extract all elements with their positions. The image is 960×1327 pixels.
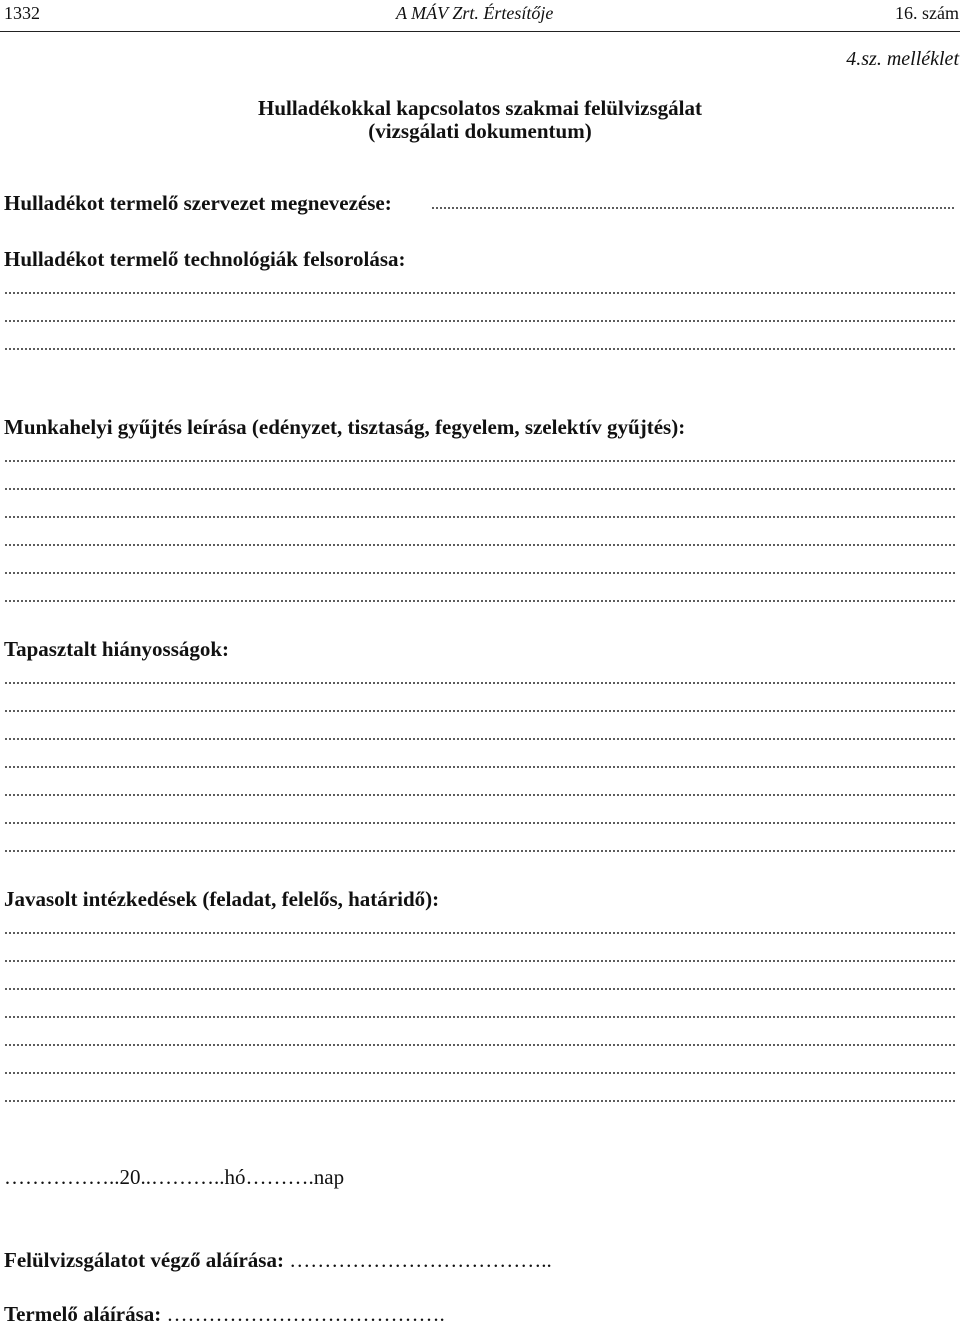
- measures-fill-line[interactable]: [4, 1016, 956, 1018]
- organization-fill-line[interactable]: [431, 207, 956, 209]
- reviewer-signature-blank[interactable]: ………………………………..: [289, 1248, 552, 1272]
- collection-fill-line[interactable]: [4, 544, 956, 546]
- measures-fill-line[interactable]: [4, 1100, 956, 1102]
- producer-signature-label: Termelő aláírása:: [4, 1302, 162, 1326]
- collection-fill-line[interactable]: [4, 600, 956, 602]
- measures-fill-line[interactable]: [4, 932, 956, 934]
- technologies-fill-line[interactable]: [4, 348, 956, 350]
- document-subtitle: (vizsgálati dokumentum): [368, 119, 592, 143]
- organization-label: Hulladékot termelő szervezet megnevezése:: [4, 191, 392, 215]
- measures-fill-line[interactable]: [4, 960, 956, 962]
- technologies-label: Hulladékot termelő technológiák felsorolása:: [4, 247, 406, 271]
- producer-signature-row: [4, 1302, 445, 1327]
- measures-label: Javasolt intézkedések (feladat, felelős, határidő):: [4, 887, 440, 911]
- technologies-fill-line[interactable]: [4, 292, 956, 294]
- collection-fill-line[interactable]: [4, 516, 956, 518]
- deficiencies-fill-line[interactable]: [4, 822, 956, 824]
- deficiencies-fill-line[interactable]: [4, 682, 956, 684]
- collection-label: Munkahelyi gyűjtés leírása (edényzet, tisztaság, fegyelem, szelektív gyűjtés):: [4, 415, 686, 439]
- page-number: 1332: [4, 3, 40, 23]
- technologies-fill-line[interactable]: [4, 320, 956, 322]
- measures-fill-line[interactable]: [4, 1072, 956, 1074]
- journal-title: A MÁV Zrt. Értesítője: [396, 3, 554, 23]
- header-rule: [0, 31, 960, 32]
- deficiencies-fill-line[interactable]: [4, 850, 956, 852]
- document-title: Hulladékokkal kapcsolatos szakmai felülvizsgálat: [258, 96, 702, 120]
- measures-fill-line[interactable]: [4, 1044, 956, 1046]
- reviewer-signature-label: Felülvizsgálatot végző aláírása:: [4, 1248, 284, 1272]
- reviewer-signature-row: [4, 1248, 552, 1273]
- measures-fill-line[interactable]: [4, 988, 956, 990]
- deficiencies-fill-line[interactable]: [4, 794, 956, 796]
- deficiencies-fill-line[interactable]: [4, 766, 956, 768]
- deficiencies-label: Tapasztalt hiányosságok:: [4, 637, 230, 661]
- date-field[interactable]: ……………..20..………..hó……….nap: [4, 1165, 345, 1189]
- collection-fill-line[interactable]: [4, 460, 956, 462]
- collection-fill-line[interactable]: [4, 572, 956, 574]
- collection-fill-line[interactable]: [4, 488, 956, 490]
- producer-signature-blank[interactable]: ………………………………….: [166, 1302, 445, 1326]
- deficiencies-fill-line[interactable]: [4, 710, 956, 712]
- annex-label: 4.sz. melléklet: [846, 48, 959, 70]
- issue-number: 16. szám: [895, 3, 959, 23]
- deficiencies-fill-line[interactable]: [4, 738, 956, 740]
